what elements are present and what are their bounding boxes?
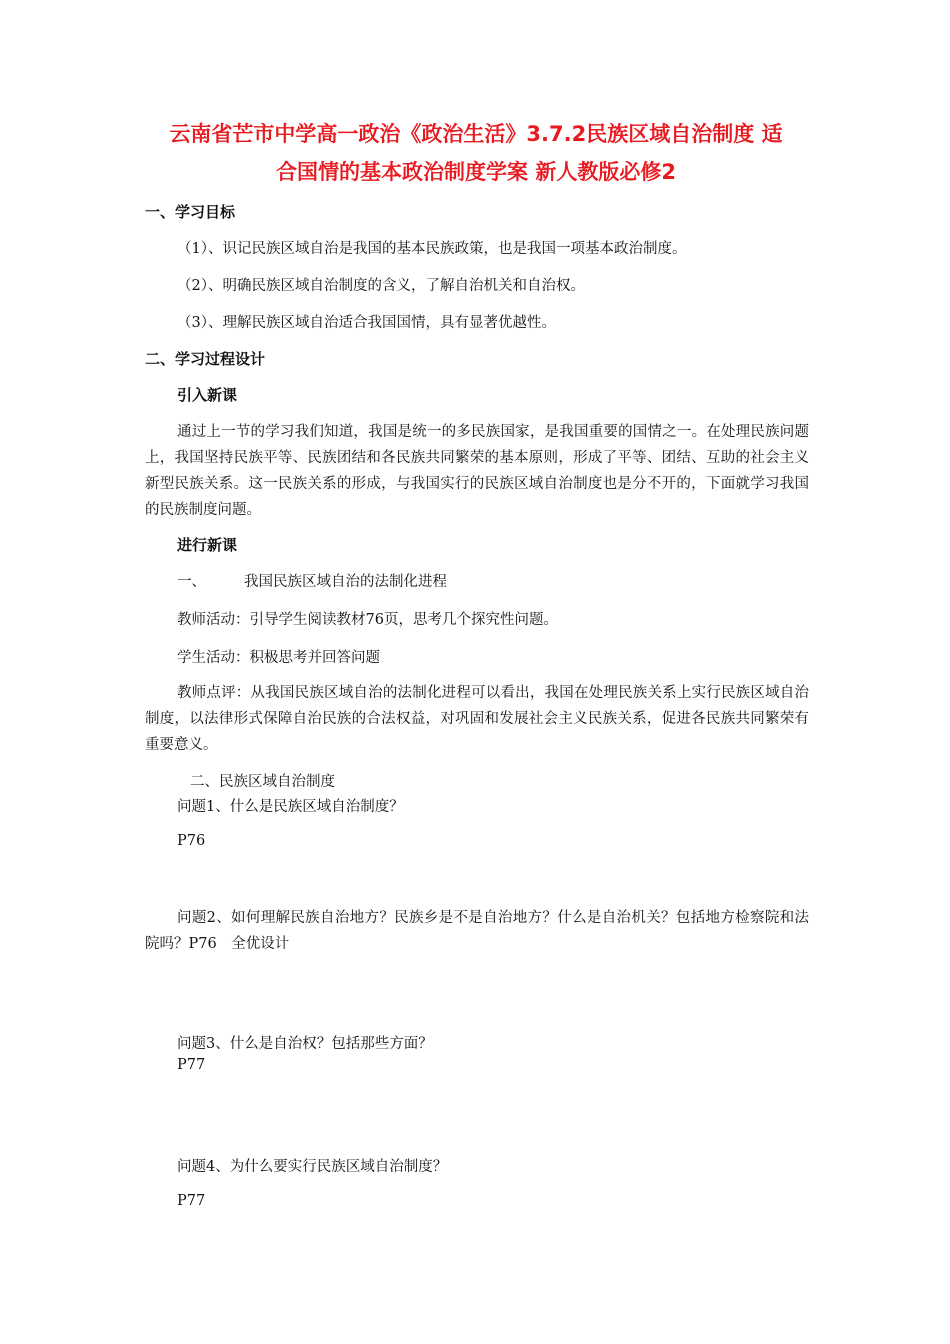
question-2: 问题2、如何理解民族自治地方？民族乡是不是自治地方？什么是自治机关？包括地方检察院和法院吗？P76 全优设计	[145, 910, 809, 952]
part-2-title: 二、民族区域自治制度	[190, 774, 335, 790]
teacher-activity: 教师活动：引导学生阅读教材76页，思考几个探究性问题。	[177, 612, 558, 628]
question-3-page-ref: P77	[177, 1057, 206, 1073]
goal-item-3: （3）、理解民族区域自治适合我国国情，具有显著优越性。	[177, 315, 556, 331]
section-heading-goals: 一、学习目标	[145, 203, 236, 221]
question-4-page-ref: P77	[177, 1193, 206, 1209]
question-1-page-ref: P76	[177, 833, 206, 849]
question-3: 问题3、什么是自治权？包括那些方面？	[177, 1036, 433, 1052]
teacher-comment-paragraph: 教师点评：从我国民族区域自治的法制化进程可以看出，我国在处理民族关系上实行民族区域自治制度，以法律形式保障自治民族的合法权益，对巩固和发展社会主义民族关系，促进各民族共同繁荣有重要意义。	[145, 685, 809, 753]
student-activity: 学生活动：积极思考并回答问题	[177, 650, 380, 666]
document-title-line-2: 合国情的基本政治制度学案 新人教版必修2	[276, 160, 676, 184]
subheading-new-lesson: 进行新课	[177, 536, 238, 554]
document-title-line-1: 云南省芒市中学高一政治《政治生活》3.7.2民族区域自治制度 适	[169, 122, 783, 146]
goal-item-2: （2）、明确民族区域自治制度的含义，了解自治机关和自治权。	[177, 278, 585, 294]
intro-paragraph: 通过上一节的学习我们知道，我国是统一的多民族国家，是我国重要的国情之一。在处理民族问题上，我国坚持民族平等、民族团结和各民族共同繁荣的基本原则，形成了平等、团结、互助的社会主义新型民族关系。这一民族关系的形成，与我国实行的民族区域自治制度也是分不开的，下面就学习我国的民族制度问题。	[145, 424, 809, 518]
section-heading-process: 二、学习过程设计	[145, 350, 266, 368]
goal-item-1: （1）、识记民族区域自治是我国的基本民族政策，也是我国一项基本政治制度。	[177, 241, 687, 257]
question-4: 问题4、为什么要实行民族区域自治制度？	[177, 1159, 448, 1175]
part-1-number: 一、	[177, 574, 206, 590]
question-1: 问题1、什么是民族区域自治制度？	[177, 799, 404, 815]
part-1-title: 我国民族区域自治的法制化进程	[244, 574, 447, 590]
subheading-intro: 引入新课	[177, 386, 238, 404]
